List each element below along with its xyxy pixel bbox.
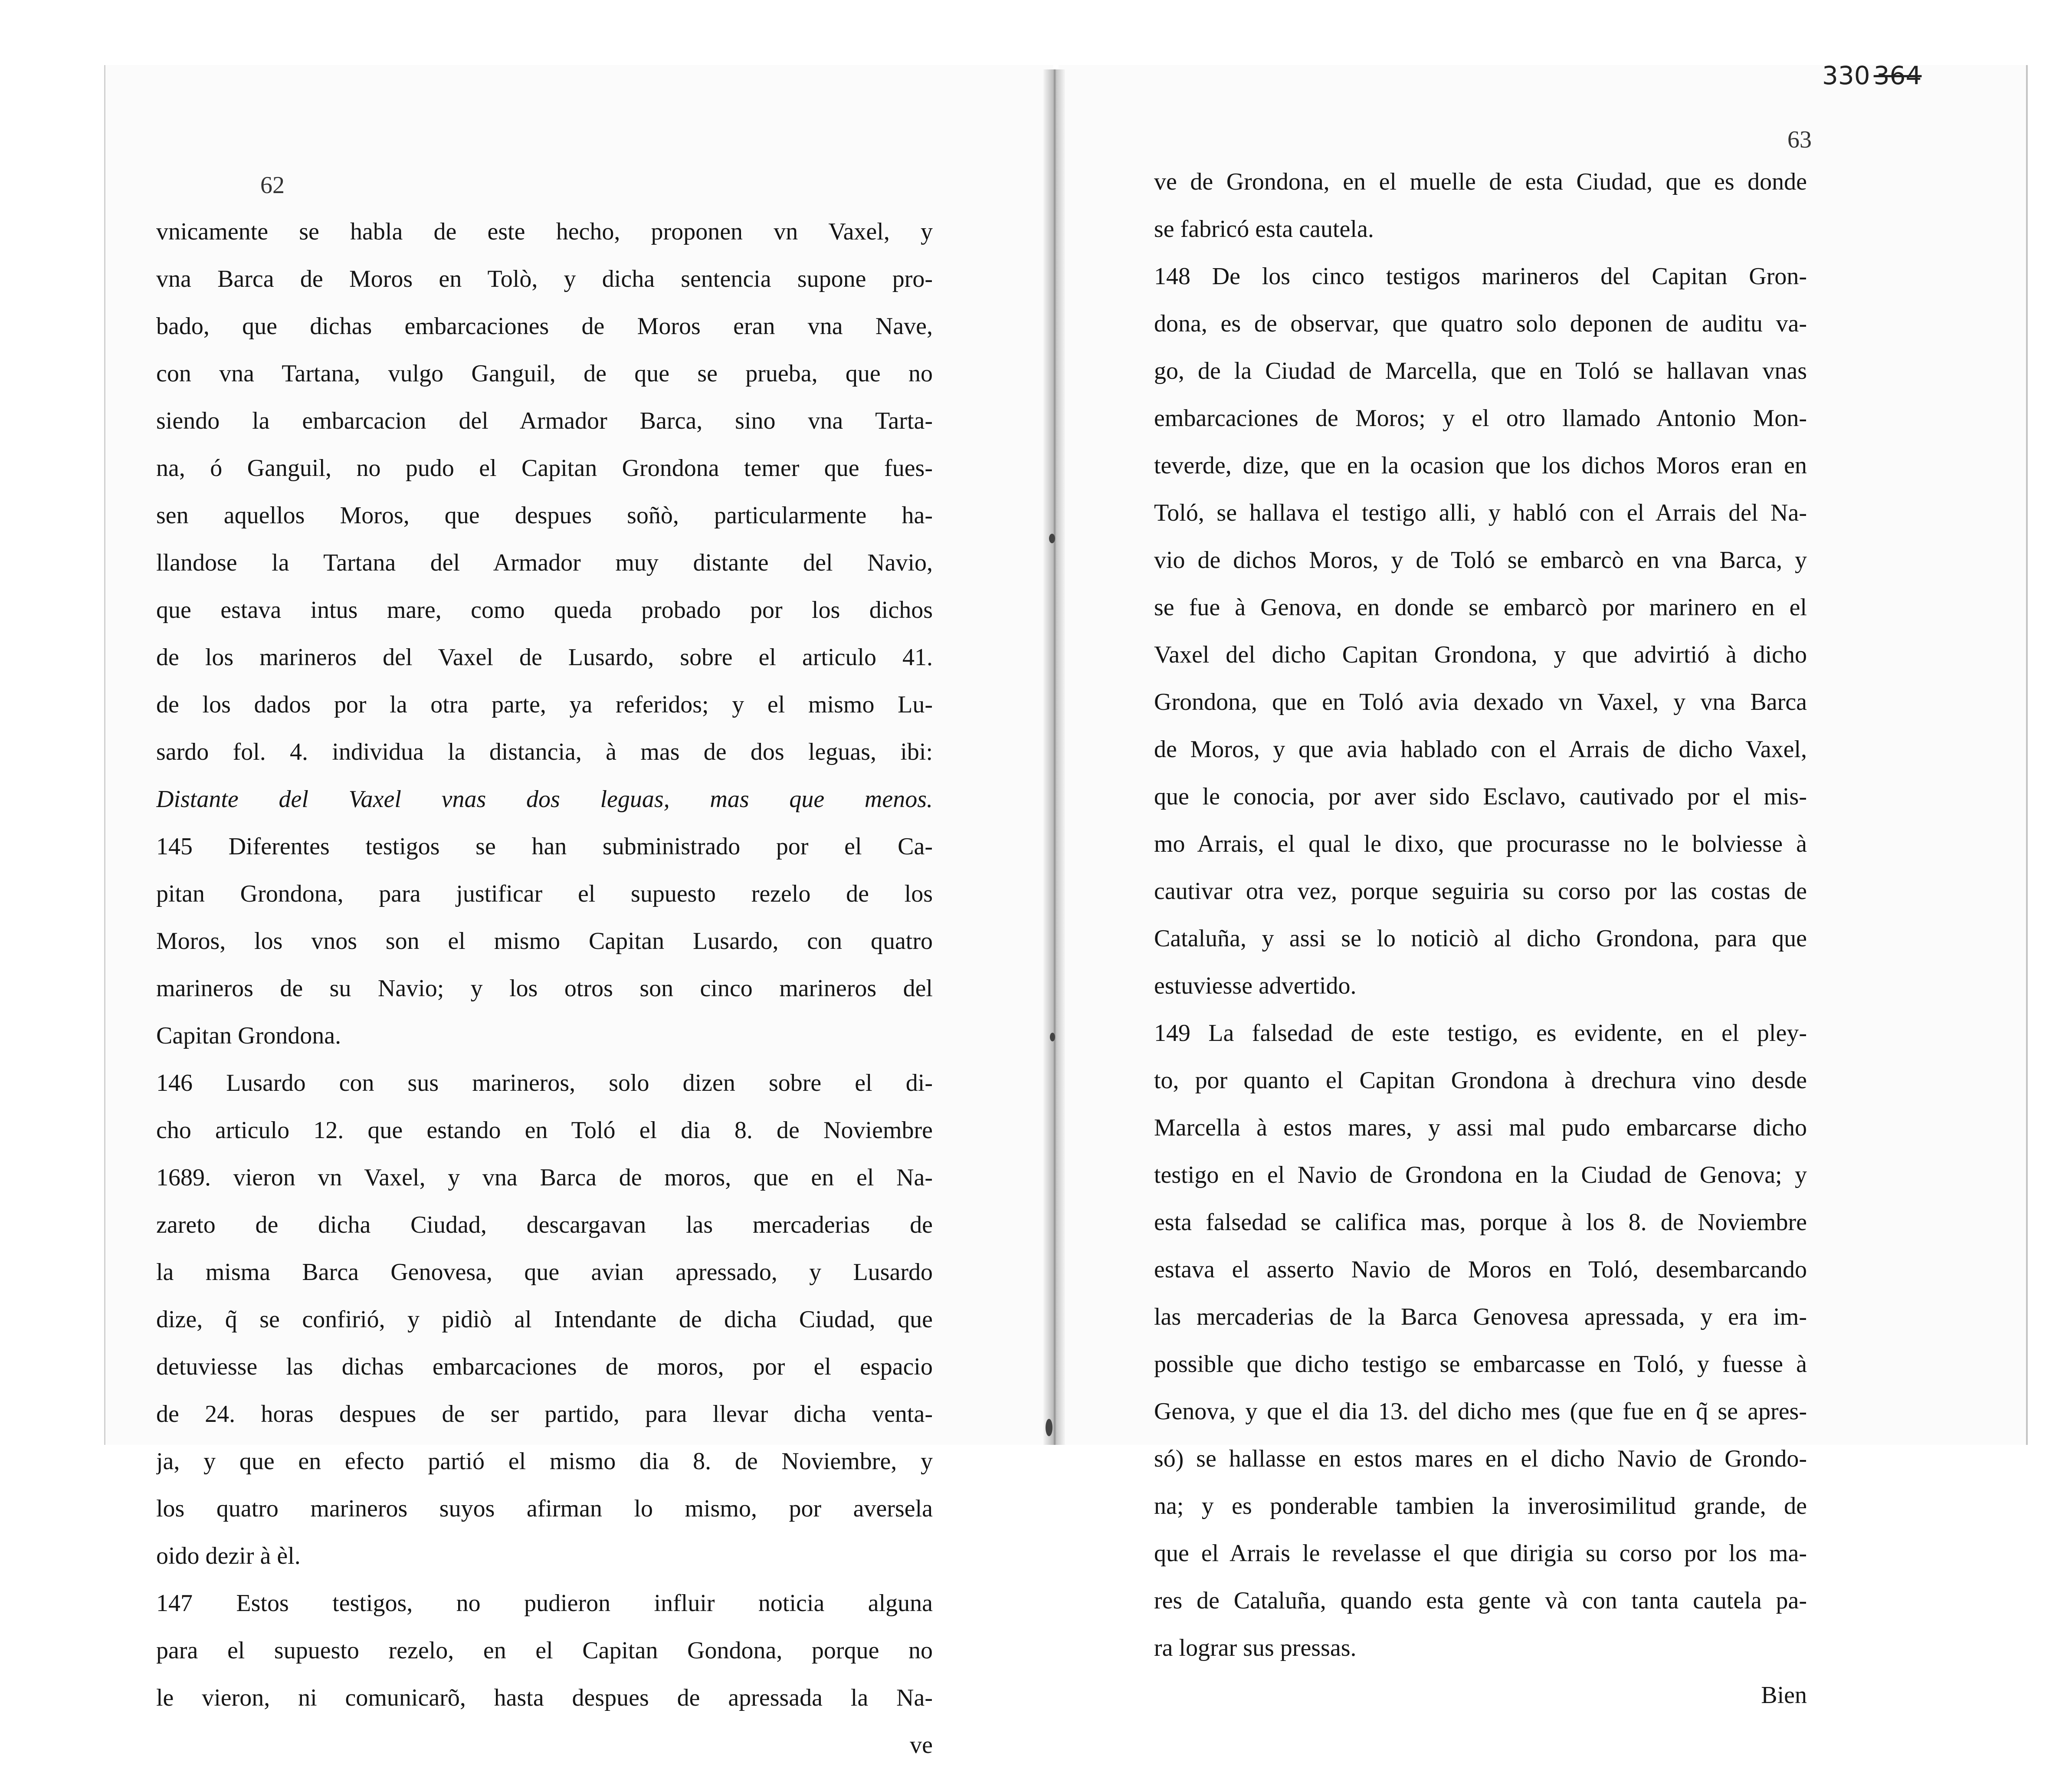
text-line: mo Arrais, el qual le dixo, que procurasse no le bolviesse à [1154,830,1807,857]
text-line: que estava intus mare, como queda probado por los dichos [156,597,933,624]
book-gutter [1043,69,1065,1445]
text-line: sardo fol. 4. individua la distancia, à mas de dos leguas, ibi: [156,738,933,765]
text-line: cho articulo 12. que estando en Toló el dia 8. de Noviembre [156,1117,933,1144]
text-line: pitan Grondona, para justificar el supuesto rezelo de los [156,880,933,907]
right-page-number: 63 [1787,126,1812,153]
gutter-speck [1046,1419,1052,1436]
text-line: se fue à Genova, en donde se embarcò por marinero en el [1154,594,1807,621]
text-line: de Moros, y que avia hablado con el Arrais de dicho Vaxel, [1154,736,1807,763]
folio-annotation [1822,61,1921,90]
text-line: con vna Tartana, vulgo Ganguil, de que se prueba, que no [156,360,933,387]
text-line: Vaxel del dicho Capitan Grondona, y que advirtió à dicho [1154,641,1807,668]
text-line: oido dezir à èl. [156,1543,301,1569]
text-line: 1689. vieron vn Vaxel, y vna Barca de moros, que en el Na- [156,1164,933,1191]
text-line: la misma Barca Genovesa, que avian apressado, y Lusardo [156,1259,933,1286]
text-line: Distante del Vaxel vnas dos leguas, mas que menos. [156,786,933,813]
text-line: para el supuesto rezelo, en el Capitan Gondona, porque no [156,1637,933,1664]
text-line: estuviesse advertido. [1154,972,1357,999]
catchword: ve [910,1732,933,1759]
text-line: que le conocia, por aver sido Esclavo, cautivado por el mis- [1154,783,1807,810]
text-line: Genova, y que el dia 13. del dicho mes (que fue en q̃ se apres- [1154,1398,1807,1425]
text-line: go, de la Ciudad de Marcella, que en Toló se hallavan vnas [1154,358,1807,384]
text-line: esta falsedad se califica mas, porque à los 8. de Noviembre [1154,1209,1807,1236]
text-line: Toló, se hallava el testigo alli, y habló con el Arrais del Na- [1154,499,1807,526]
text-line: cautivar otra vez, porque seguiria su corso por las costas de [1154,878,1807,905]
left-page-number: 62 [260,172,285,199]
text-line: Grondona, que en Toló avia dexado vn Vaxel, y vna Barca [1154,689,1807,715]
text-line: Capitan Grondona. [156,1022,341,1049]
text-line: ja, y que en efecto partió el mismo dia 8. de Noviembre, y [156,1448,933,1475]
folio-struck-number: 364 [1873,61,1922,90]
text-line: los quatro marineros suyos afirman lo mismo, por aversela [156,1495,933,1522]
right-text-column [1154,158,1807,1719]
text-line: las mercaderias de la Barca Genovesa apressada, y era im- [1154,1303,1807,1330]
text-line: testigo en el Navio de Grondona en la Ciudad de Genova; y [1154,1162,1807,1188]
text-line: vna Barca de Moros en Tolò, y dicha sentencia supone pro- [156,266,933,292]
text-line: 149 La falsedad de este testigo, es evidente, en el pley- [1154,1020,1807,1047]
text-line: le vieron, ni comunicarõ, hasta despues de apressada la Na- [156,1684,933,1711]
text-line: 145 Diferentes testigos se han subministrado por el Ca- [156,833,933,860]
text-line: Marcella à estos mares, y assi mal pudo embarcarse dicho [1154,1114,1807,1141]
text-line: na, ó Ganguil, no pudo el Capitan Grondona temer que fues- [156,455,933,482]
text-line: Moros, los vnos son el mismo Capitan Lusardo, con quatro [156,928,933,955]
text-line: na; y es ponderable tambien la inverosimilitud grande, de [1154,1493,1807,1520]
text-line: to, por quanto el Capitan Grondona à drechura vino desde [1154,1067,1807,1094]
text-line: só) se hallasse en estos mares en el dicho Navio de Grondo- [1154,1445,1807,1472]
text-line: zareto de dicha Ciudad, descargavan las mercaderias de [156,1211,933,1238]
left-text-column [156,208,933,1769]
text-line: dize, q̃ se confirió, y pidiò al Intendante de dicha Ciudad, que [156,1306,933,1333]
text-line: Cataluña, y assi se lo noticiò al dicho Grondona, para que [1154,925,1807,952]
text-line: sen aquellos Moros, que despues soñò, particularmente ha- [156,502,933,529]
text-line: de 24. horas despues de ser partido, para llevar dicha venta- [156,1401,933,1428]
text-line: ve de Grondona, en el muelle de esta Ciudad, que es donde [1154,168,1807,195]
text-line: res de Cataluña, quando esta gente và con tanta cautela pa- [1154,1587,1807,1614]
text-line: teverde, dize, que en la ocasion que los dichos Moros eran en [1154,452,1807,479]
text-line: 148 De los cinco testigos marineros del Capitan Gron- [1154,263,1807,290]
text-line: embarcaciones de Moros; y el otro llamado Antonio Mon- [1154,405,1807,432]
text-line: ra lograr sus pressas. [1154,1634,1357,1661]
catchword: Bien [1761,1682,1807,1709]
text-line: siendo la embarcacion del Armador Barca, sino vna Tarta- [156,407,933,434]
text-line: estava el asserto Navio de Moros en Toló, desembarcando [1154,1256,1807,1283]
folio-number: 330 [1822,61,1870,90]
gutter-speck [1050,1033,1055,1041]
text-line: que el Arrais le revelasse el que dirigia su corso por los ma- [1154,1540,1807,1567]
text-line: de los dados por la otra parte, ya referidos; y el mismo Lu- [156,691,933,718]
text-line: marineros de su Navio; y los otros son cinco marineros del [156,975,933,1002]
text-line: vio de dichos Moros, y de Toló se embarcò en vna Barca, y [1154,547,1807,574]
text-line: 146 Lusardo con sus marineros, solo dizen sobre el di- [156,1070,933,1096]
text-line: possible que dicho testigo se embarcasse en Toló, y fuesse à [1154,1351,1807,1378]
gutter-speck [1049,534,1055,543]
text-line: dona, es de observar, que quatro solo deponen de auditu va- [1154,310,1807,337]
text-line: se fabricó esta cautela. [1154,216,1374,243]
text-line: bado, que dichas embarcaciones de Moros eran vna Nave, [156,313,933,340]
text-line: detuviesse las dichas embarcaciones de moros, por el espacio [156,1353,933,1380]
text-line: de los marineros del Vaxel de Lusardo, sobre el articulo 41. [156,644,933,671]
text-line: 147 Estos testigos, no pudieron influir noticia alguna [156,1590,933,1617]
text-line: vnicamente se habla de este hecho, proponen vn Vaxel, y [156,218,933,245]
text-line: llandose la Tartana del Armador muy distante del Navio, [156,549,933,576]
